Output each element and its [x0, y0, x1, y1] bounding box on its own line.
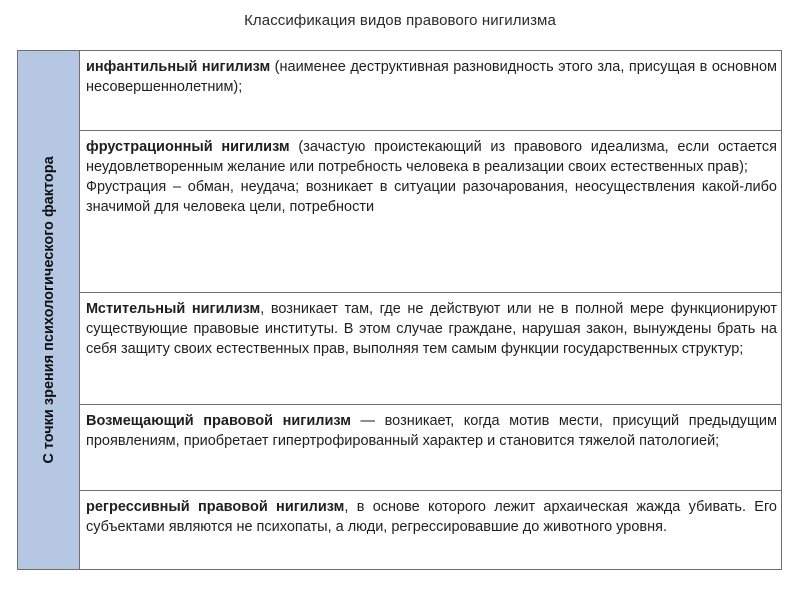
table-row-compensating — [80, 405, 781, 491]
row-text: (зачастую проистекающий из правового идеализма, если остается неудовлетворенным желание или потребность человека в реализации своих естественных прав); — [86, 139, 777, 175]
row-text: , в основе которого лежит архаическая жажда убивать. Его субъектами являются не психопаты, а люди, регрессировавшие до животного уровня. — [86, 499, 777, 535]
row-extra-paragraph: Фрустрация – обман, неудача; возникает в ситуации разочарования, неосуществления какой-либо значимой для человека цели, потребности — [86, 179, 777, 215]
row-term: инфантильный нигилизм — [86, 59, 271, 75]
row-paragraph — [86, 57, 777, 97]
row-text: (наименее деструктивная разновидность этого зла, присущая в основном несовершеннолетним); — [86, 59, 777, 95]
row-text: — возникает, когда мотив мести, присущий предыдущим проявлениям, приобретает гипертрофированный характер и становится тяжелой патологией; — [86, 413, 777, 449]
page-title: Классификация видов правового нигилизма — [244, 12, 556, 29]
classification-table — [17, 50, 782, 570]
row-paragraph — [86, 411, 777, 451]
table-row-regressive — [80, 491, 781, 569]
side-label: С точки зрения психологического фактора — [40, 156, 57, 464]
table-row-infantile — [80, 51, 781, 131]
row-paragraph — [86, 137, 777, 177]
row-term: фрустрационный нигилизм — [86, 139, 290, 155]
row-term: Возмещающий правовой нигилизм — [86, 413, 351, 429]
row-text: , возникает там, где не действуют или не в полной мере функционируют существующие правовые институты. В этом случае граждане, нарушая закон, вынуждены брать на себя защиту своих естественных прав, выполняя тем самым функции государственных структур; — [86, 301, 777, 357]
table-row-frustration — [80, 131, 781, 293]
row-paragraph — [86, 299, 777, 359]
row-term: регрессивный правовой нигилизм — [86, 499, 345, 515]
side-header-cell — [18, 51, 80, 569]
table-rows — [80, 51, 781, 569]
row-paragraph — [86, 497, 777, 537]
table-row-vengeful — [80, 293, 781, 405]
row-term: Мстительный нигилизм — [86, 301, 261, 317]
